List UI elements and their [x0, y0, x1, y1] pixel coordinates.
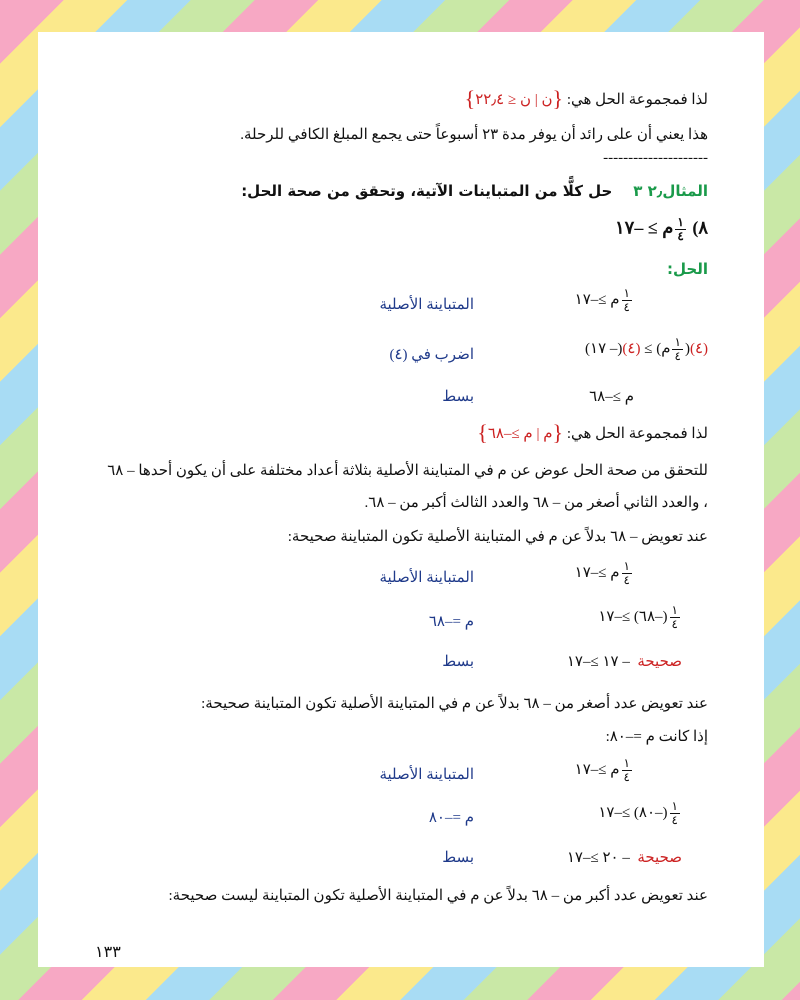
page-number: ١٣٣ — [95, 944, 121, 961]
solution-set-line-1 — [465, 86, 708, 112]
solution-set-expression: ن | ن ≤ ٢٢٫٤ — [475, 92, 553, 108]
step3-expression: م ≥–٦٨ — [589, 389, 634, 405]
example-title: حل كلًّا من المتباينات الآتية، وتحقق من صحة الحل: — [241, 182, 613, 200]
separator-line: --------------------- — [603, 150, 708, 166]
problem-number: ٨) — [692, 217, 708, 238]
step2-expression: (٤)( $\frac{١}{٤}$ م) ≥ (٤)(– ١٧) — [585, 335, 708, 363]
sub1-expr2: $\frac{١}{٤}$ (–٦٨) ≥–١٧ — [598, 603, 678, 631]
meaning-line: هذا يعني أن على رائد أن يوفر مدة ٢٣ أسبوعاً حتى يجمع المبلغ الكافي للرحلة. — [240, 127, 708, 143]
sub2-note2: م =–٨٠ — [428, 810, 474, 826]
sub2-expr2: $\frac{١}{٤}$ (–٨٠) ≥–١٧ — [598, 799, 678, 827]
solution-label: الحل: — [667, 260, 708, 278]
sub1-note2: م =–٦٨ — [428, 614, 474, 630]
sub3-intro: عند تعويض عدد أكبر من – ٦٨ بدلاً عن م في المتباينة الأصلية تكون المتباينة ليست صحيحة: — [168, 888, 708, 904]
check-paragraph-line-1: للتحقق من صحة الحل عوض عن م في المتباينة الأصلية بثلاثة أعداد مختلفة على أن يكون أحدها – ٦٨ — [107, 463, 708, 479]
check-paragraph-line-2: ، والعدد الثاني أصغر من – ٦٨ والعدد الثالث أكبر من – ٦٨. — [364, 495, 708, 511]
sub1-intro: عند تعويض – ٦٨ بدلاً عن م في المتباينة الأصلية تكون المتباينة صحيحة: — [287, 529, 708, 545]
sub1-note3: بسط — [442, 654, 474, 670]
sub1-expr1: $\frac{١}{٤}$ م ≥–١٧ — [574, 559, 630, 587]
step3-note: بسط — [442, 389, 474, 405]
brace-close: } — [464, 86, 476, 111]
sub2-expr1: $\frac{١}{٤}$ م ≥–١٧ — [574, 756, 630, 784]
solution-set-line-2: لذا فمجموعة الحل هي: {م | م ≥–٦٨} — [477, 420, 708, 445]
solution-set-label-2: لذا فمجموعة الحل هي: — [566, 426, 708, 442]
example-number: المثال٢٫ ٣ — [633, 182, 708, 200]
brace-open: { — [552, 86, 564, 111]
solution-set-label: لذا فمجموعة الحل هي: — [566, 92, 708, 108]
example-heading — [241, 182, 708, 200]
step1-expression: $\frac{١}{٤}$ م ≥–١٧ — [574, 286, 630, 314]
step2-note: اضرب في (٤) — [389, 347, 474, 363]
sub2-intro: عند تعويض عدد أصغر من – ٦٨ بدلاً عن م في المتباينة الأصلية تكون المتباينة صحيحة: — [201, 696, 708, 712]
sub2-expr3: صحيحة – ٢٠ ≥–١٧ — [566, 850, 682, 866]
sub2-note1: المتباينة الأصلية — [379, 767, 474, 783]
step1-note: المتباينة الأصلية — [379, 297, 474, 313]
sub1-expr3: صحيحة – ١٧ ≥–١٧ — [566, 654, 682, 670]
sub1-note1: المتباينة الأصلية — [379, 570, 474, 586]
fraction: $\frac{١}{٤}$ — [677, 215, 684, 243]
problem-8 — [615, 216, 708, 243]
problem-relation: ≥ –١٧ — [614, 217, 658, 238]
sub2-if-line: إذا كانت م =–٨٠: — [605, 729, 708, 745]
solution-set-expression-2: م | م ≥–٦٨ — [487, 426, 553, 442]
problem-variable: م — [662, 217, 674, 238]
sub2-note3: بسط — [442, 850, 474, 866]
